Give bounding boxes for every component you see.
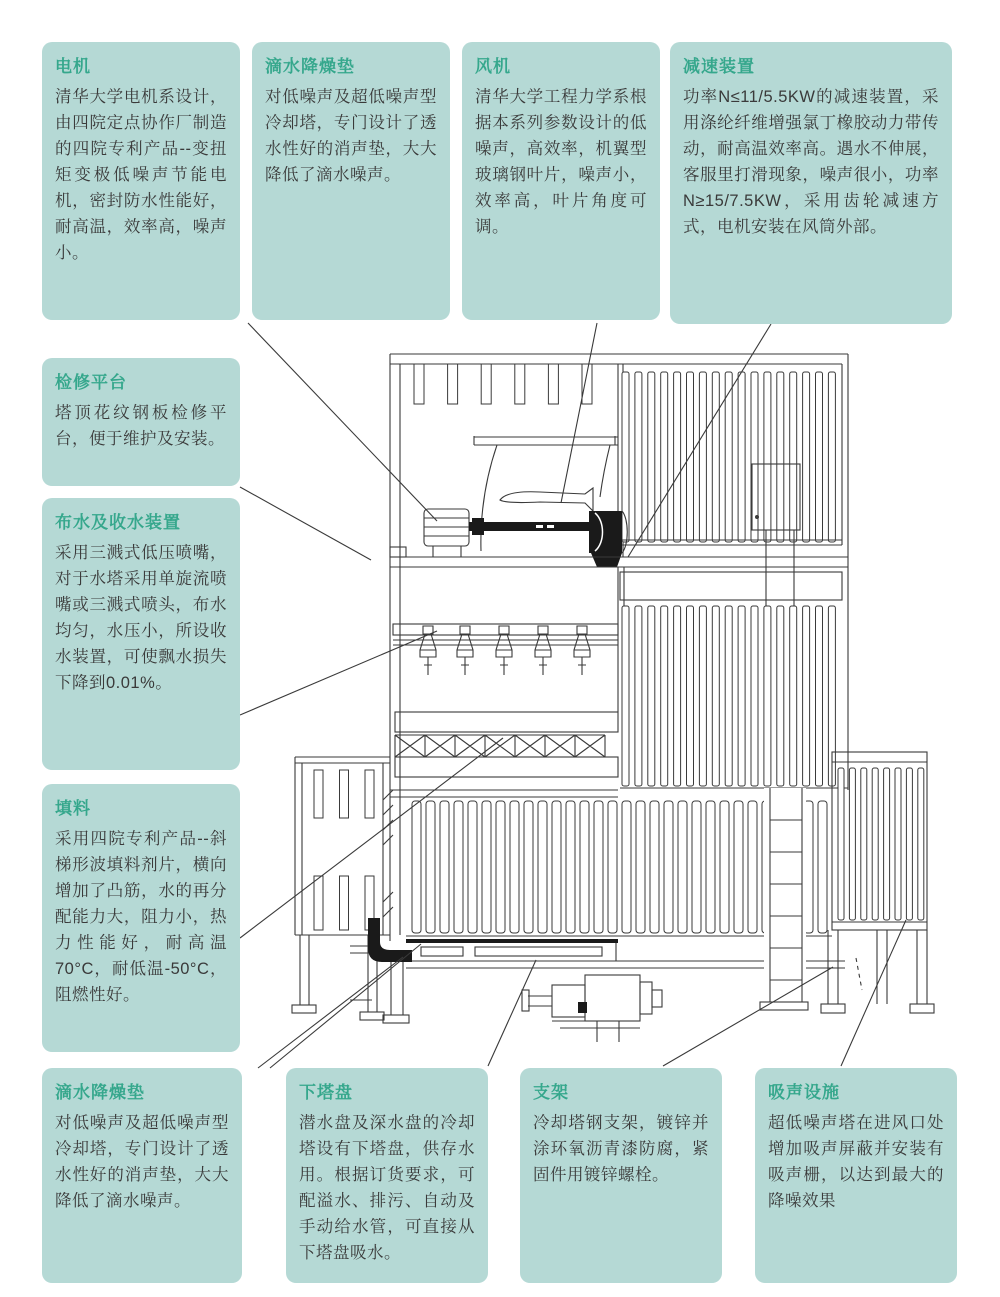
callout-drip-pad-top-body: 对低噪声及超低噪声型冷却塔，专门设计了透水性好的消声垫，大大降低了滴水噪声。 (265, 88, 437, 185)
leader-support (663, 967, 833, 1066)
fan-motor (424, 509, 469, 557)
left-inlet-louver (292, 757, 393, 1020)
leader-basin (488, 960, 536, 1066)
callout-drip-pad-top (252, 42, 450, 320)
callout-fan-title: 风机 (475, 57, 511, 76)
inlet-pipe (350, 918, 412, 1023)
sound-panel (832, 752, 927, 930)
callout-support-body: 冷却塔钢支架，镀锌并涂环氧沥青漆防腐，紧固件用镀锌螺栓。 (533, 1114, 709, 1185)
leader-sound (841, 920, 906, 1066)
callout-drip-pad-bottom-body: 对低噪声及超低噪声型冷却塔，专门设计了透水性好的消声垫，大大降低了滴水噪声。 (55, 1114, 229, 1211)
callout-fill (42, 784, 240, 1052)
callout-platform-title: 检修平台 (55, 373, 127, 392)
callout-drip-pad-bottom-title: 滴水降燥垫 (55, 1083, 145, 1102)
callout-drip-pad-top-title: 滴水降燥垫 (265, 57, 355, 76)
right-mid-louver (622, 606, 835, 786)
pump (522, 975, 662, 1042)
callout-reducer (670, 42, 952, 324)
x-bracing (395, 735, 605, 757)
callout-fill-body: 采用四院专利产品--斜梯形波填料剂片，横向增加了凸筋，水的再分配能力大，阻力小，热力性能好，耐高温70°C，耐低温-50°C，阻燃性好。 (55, 830, 227, 1005)
callout-basin-body: 潜水盘及深水盘的冷却塔设有下塔盘，供存水用。根据订货要求，可配溢水、排污、自动及手动给水管，可直接从下塔盘吸水。 (299, 1114, 475, 1263)
callout-reducer-title: 减速装置 (683, 57, 755, 76)
drive-hub (589, 511, 627, 567)
callout-water-dist (42, 498, 240, 770)
callout-support (520, 1068, 722, 1283)
right-louver-band (620, 572, 842, 600)
callout-sound (755, 1068, 957, 1283)
callout-platform-body: 塔顶花纹钢板检修平台，便于维护及安装。 (55, 404, 227, 449)
callout-sound-title: 吸声设施 (768, 1083, 840, 1102)
leader-drip-bottom-2 (270, 944, 421, 1068)
callout-platform (42, 358, 240, 486)
top-slats (414, 364, 592, 404)
callout-motor-title: 电机 (55, 57, 91, 76)
upper-right-louver (622, 372, 835, 542)
callout-reducer-body: 功率N≤11/5.5KW的减速装置，采用涤纶纤维增强氯丁橡胶动力带传动，耐高温效率高。遇水不伸展，客服里打滑现象，噪声很小，功率N≥15/7.5KW，采用齿轮减速方式，电机安装在风筒外部。 (683, 88, 939, 237)
callout-support-title: 支架 (533, 1083, 569, 1102)
callout-water-dist-title: 布水及收水装置 (55, 513, 181, 532)
fan-shaft (469, 518, 591, 535)
fan-blade (500, 488, 593, 511)
callout-drip-pad-bottom (42, 1068, 242, 1283)
leader-fan (561, 323, 597, 503)
callout-water-dist-body: 采用三溅式低压喷嘴，对于水塔采用单旋流喷嘴或三溅式喷头，布水均匀，水压小，所设收水装置，可使飘水损失下降到0.01%。 (55, 544, 227, 693)
spray-nozzles (420, 626, 590, 675)
callout-fan-body: 清华大学工程力学系根据本系列参数设计的低噪声，高效率，机翼型玻璃钢叶片，噪声小，效率高，叶片角度可调。 (475, 88, 647, 237)
callout-basin-title: 下塔盘 (299, 1083, 353, 1102)
leader-motor (248, 323, 437, 521)
callout-sound-body: 超低噪声塔在进风口处增加吸声屏蔽并安装有吸声栅，以达到最大的降噪效果 (768, 1114, 944, 1211)
ladder (764, 788, 806, 1003)
callout-basin (286, 1068, 488, 1283)
leader-water-dist (240, 631, 437, 715)
callout-motor-body: 清华大学电机系设计，由四院定点协作厂制造的四院专利产品--变扭矩变极低噪声节能电机，密封防水性能好，耐高温，效率高，噪声小。 (55, 88, 227, 263)
drift-eliminator-band (395, 712, 618, 777)
callout-motor (42, 42, 240, 320)
callout-fan (462, 42, 660, 320)
leader-platform (240, 487, 371, 560)
callout-fill-title: 填料 (55, 799, 91, 818)
water-collection-pad (406, 939, 618, 961)
